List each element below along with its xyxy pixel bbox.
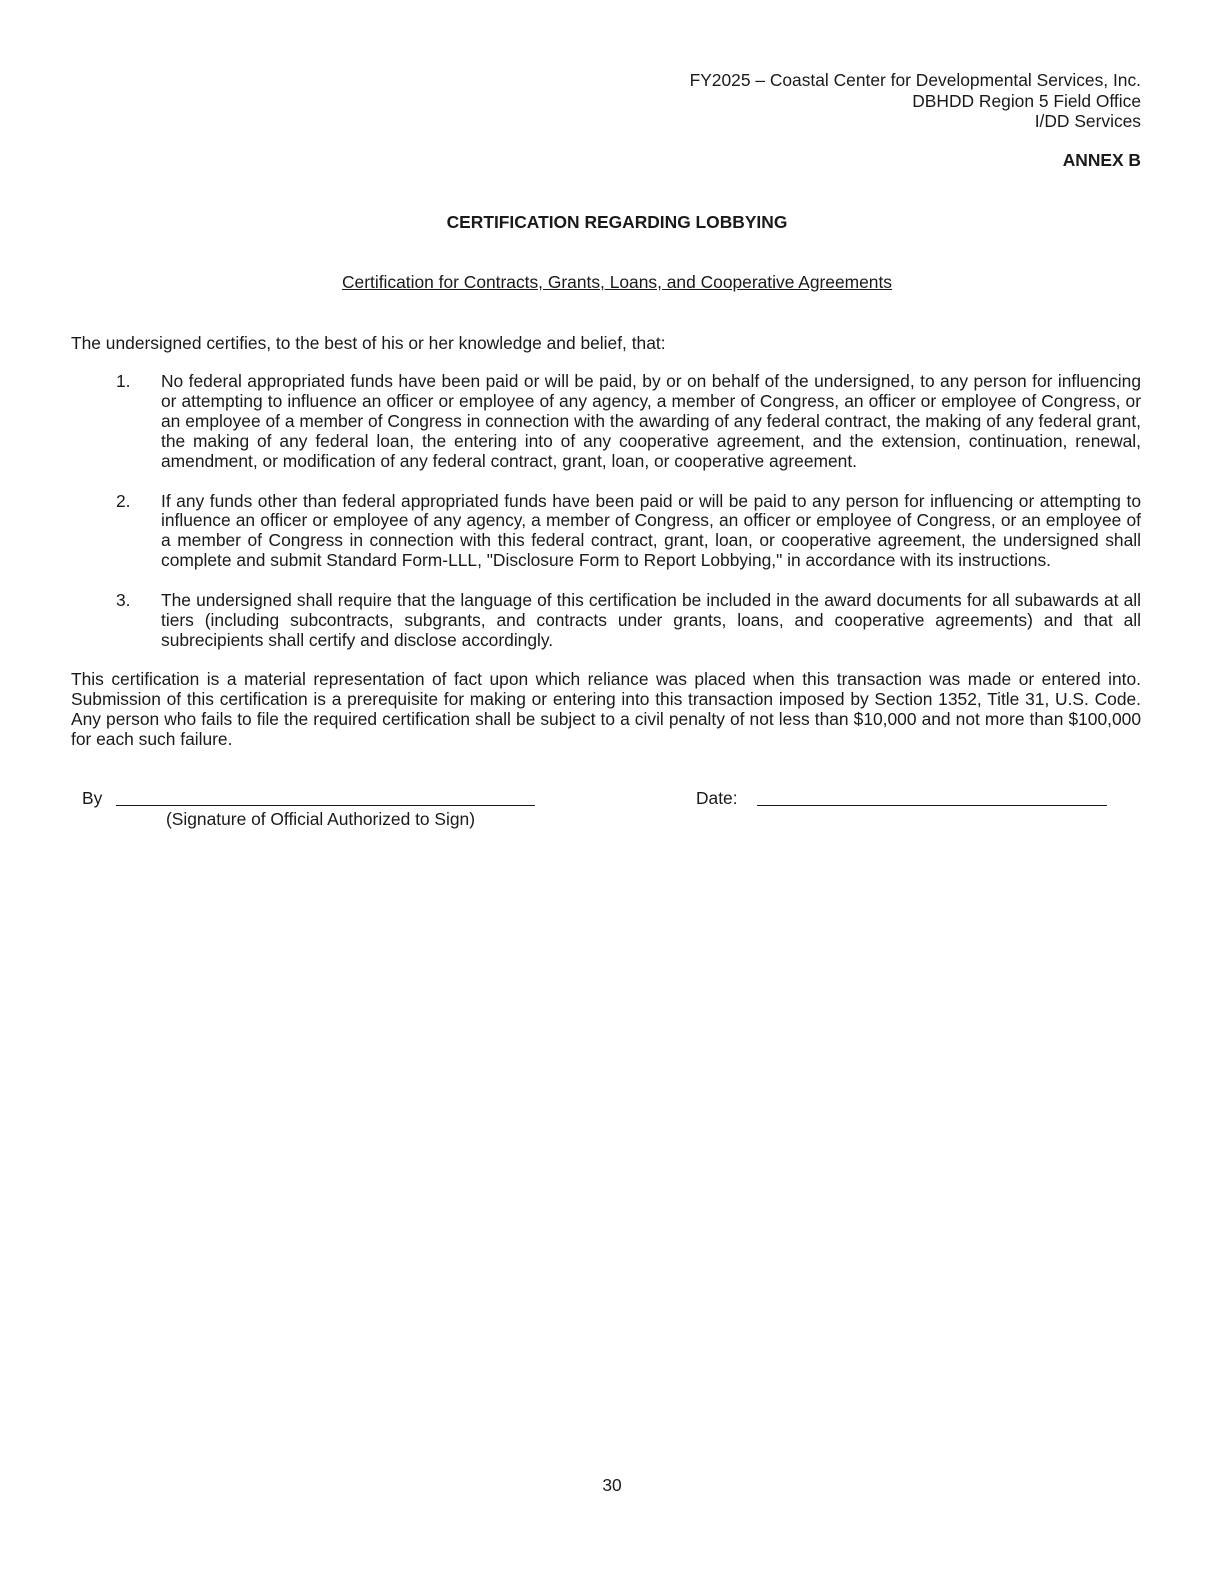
item-number: 2. xyxy=(116,490,131,511)
page-number: 30 xyxy=(602,1475,622,1495)
item-text: No federal appropriated funds have been paid or will be paid, by or on behalf of the undersigned, to any person for influencing or attempting to influence an officer or employee of any agency, a member of Congress, an officer or employee of Congress, or an employee of a member of Congress in connection with the awarding of any federal contract, the making of any federal grant, the making of any federal loan, the entering into of any cooperative agreement, and the extension, continuation, renewal, amendment, or modification of any federal contract, grant, loan, or cooperative agreement. xyxy=(161,371,1141,471)
signature-caption: (Signature of Official Authorized to Sign) xyxy=(166,809,476,829)
closing-paragraph: This certification is a material representation of fact upon which reliance was placed when this transaction was made or entered into. Submission of this certification is a prerequisite for making or entering into this transaction imposed by Section 1352, Title 31, U.S. Code. Any person who fails to file the required certification shall be subject to a civil penalty of not less than $10,000 and not more than $100,000 for each such failure. xyxy=(71,669,1141,749)
item-number: 1. xyxy=(116,371,131,391)
signature-block xyxy=(0,788,1224,838)
document-subtitle: Certification for Contracts, Grants, Loans, and Cooperative Agreements xyxy=(341,272,892,292)
header-service-type: I/DD Services xyxy=(1034,111,1141,131)
item-text: If any funds other than federal appropriated funds have been paid or will be paid to any person for influencing or attempting to influence an officer or employee of any agency, a member of Congress, an officer or employee of Congress, or an employee of a member of Congress in connection with this federal contract, grant, loan, or cooperative agreement, the undersigned shall complete and submit Standard Form-LLL, "Disclosure Form to Report Lobbying," in accordance with its instructions. xyxy=(161,490,1141,571)
date-line[interactable] xyxy=(757,805,1107,806)
document-title: CERTIFICATION REGARDING LOBBYING xyxy=(446,212,788,232)
annex-label: ANNEX B xyxy=(1062,150,1141,170)
date-label: Date: xyxy=(696,788,738,808)
certification-items xyxy=(71,372,1141,671)
item-number: 3. xyxy=(116,590,131,611)
list-item xyxy=(71,591,1141,651)
list-item xyxy=(71,372,1141,472)
header-field-office: DBHDD Region 5 Field Office xyxy=(912,90,1141,111)
signature-line[interactable] xyxy=(116,805,535,806)
list-item xyxy=(71,492,1141,572)
header-organization: FY2025 – Coastal Center for Developmental Services, Inc. xyxy=(689,70,1141,90)
by-label: By xyxy=(82,788,103,808)
document-header xyxy=(690,70,1141,132)
intro-paragraph: The undersigned certifies, to the best of his or her knowledge and belief, that: xyxy=(71,333,666,353)
item-text: The undersigned shall require that the language of this certification be included in the award documents for all subawards at all tiers (including subcontracts, subgrants, and contracts under grants, loans, and cooperative agreements) and that all subrecipients shall certify and disclose accordingly. xyxy=(161,590,1141,650)
